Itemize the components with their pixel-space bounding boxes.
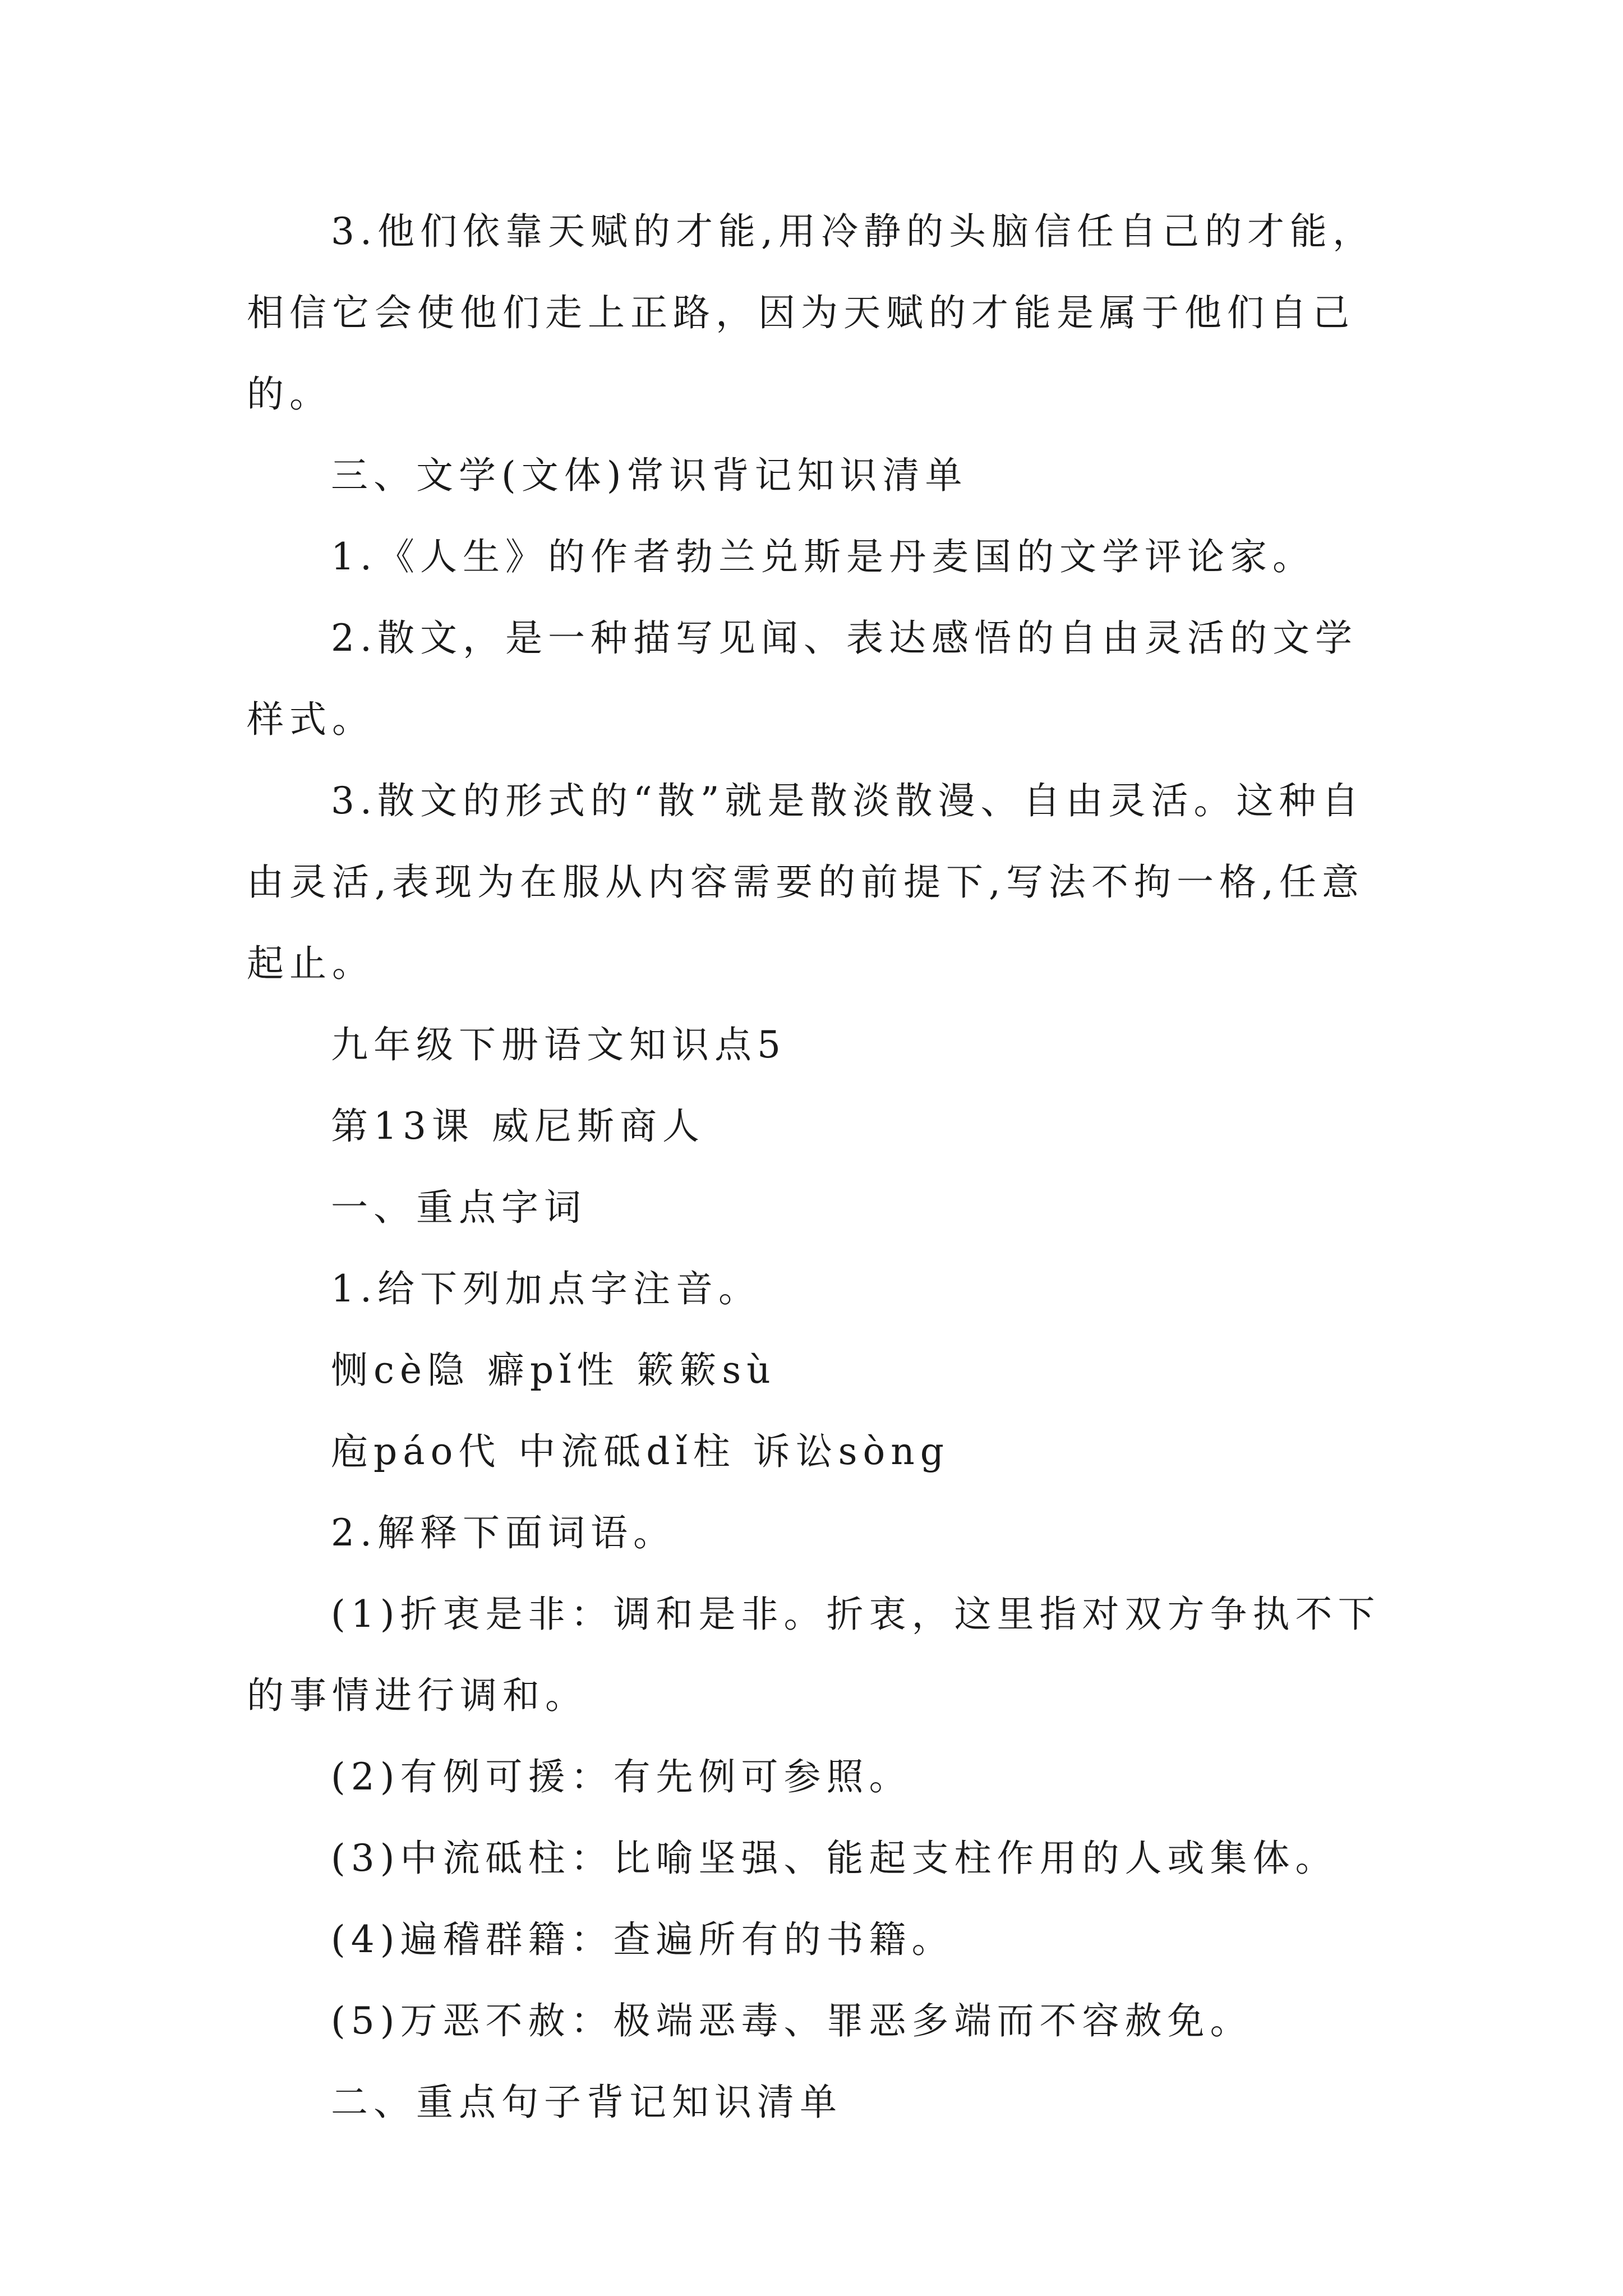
definition-2: (2)有例可援：有先例可参照。 — [331, 1755, 912, 1798]
definition-4: (4)遍稽群籍：查遍所有的书籍。 — [331, 1918, 955, 1961]
definition-5: (5)万恶不赦：极端恶毒、罪恶多端而不容赦免。 — [331, 1999, 1253, 2042]
section-title: 九年级下册语文知识点5 — [331, 1023, 786, 1066]
list-item-pinyin-instruction: 1.给下列加点字注音。 — [331, 1267, 761, 1310]
definition-1: (1)折衷是非：调和是非。折衷，这里指对双方争执不下的事情进行调和。 — [247, 1593, 1381, 1717]
definition-3: (3)中流砥柱：比喻坚强、能起支柱作用的人或集体。 — [331, 1837, 1338, 1880]
paragraph-talent: 3.他们依靠天赋的才能,用冷静的头脑信任自己的才能，相信它会使他们走上正路，因为天赋的才能是属于他们自己的。 — [247, 210, 1375, 416]
lesson-title: 第13课 威尼斯商人 — [331, 1105, 705, 1148]
list-item-prose-form: 3.散文的形式的“散”就是散淡散漫、自由灵活。这种自由灵活,表现为在服从内容需要的前提下,写法不拘一格,任意起止。 — [247, 779, 1364, 985]
list-item-life-author: 1.《人生》的作者勃兰兑斯是丹麦国的文学评论家。 — [331, 535, 1315, 578]
pinyin-line-2: 庖páo代 中流砥dǐ柱 诉讼sòng — [331, 1430, 950, 1473]
heading-key-sentences: 二、重点句子背记知识清单 — [331, 2081, 842, 2124]
pinyin-line-1: 恻cè隐 癖pǐ性 簌簌sù — [331, 1349, 776, 1392]
heading-key-words: 一、重点字词 — [331, 1186, 587, 1229]
heading-literature-knowledge: 三、文学(文体)常识背记知识清单 — [331, 454, 968, 497]
list-item-explain-words: 2.解释下面词语。 — [331, 1511, 676, 1554]
document-body — [247, 191, 1391, 2143]
list-item-prose-definition: 2.散文，是一种描写见闻、表达感悟的自由灵活的文学样式。 — [247, 616, 1358, 741]
